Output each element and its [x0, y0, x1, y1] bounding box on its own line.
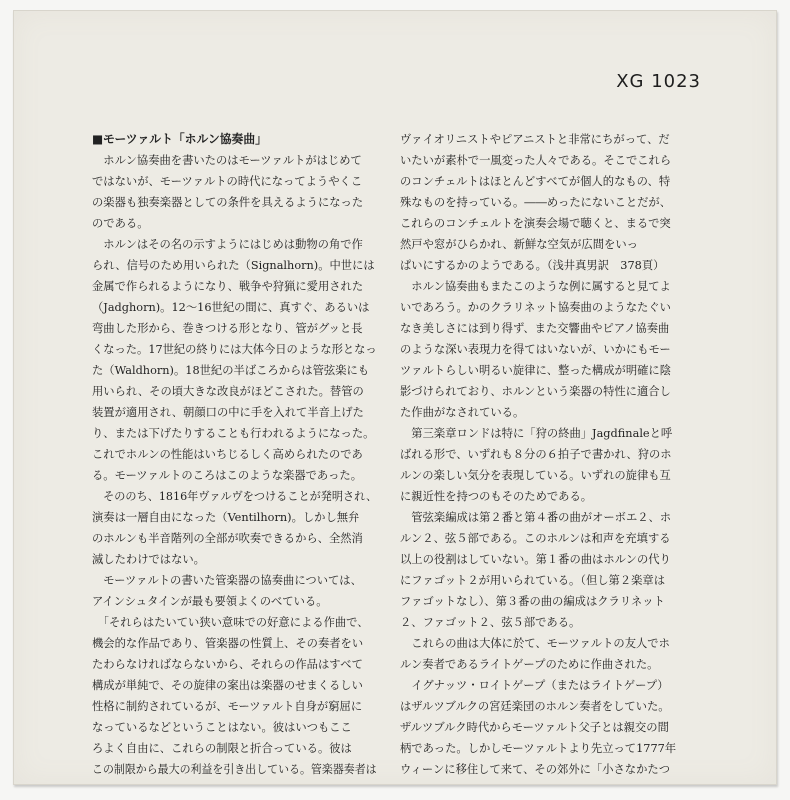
text-line: ファゴットなし）、第３番の曲の編成はクラリネット: [400, 595, 665, 608]
text-line: ルンの楽しい気分を表現している。いずれの旋律も互: [400, 469, 671, 482]
text-line: 機会的な作品であり、管楽器の性質上、その奏者をい: [92, 637, 364, 650]
text-line: る。モーツァルトのころはこのような楽器であった。: [92, 469, 362, 482]
text-line: なっているなどということはない。彼はいつもここ: [92, 721, 352, 734]
text-line: （Jadghorn)。12〜16世紀の間に、真すぐ、あるいは: [92, 301, 370, 314]
text-line: ザルツブルク時代からモーツァルト父子とは親交の間: [400, 721, 669, 734]
text-line: ろよく自由に、これらの制限と折合っている。彼は: [92, 742, 352, 755]
text-line: これらのコンチェルトを演奏会場で聴くと、まるで突: [400, 217, 671, 230]
text-line: ホルン協奏曲もまたこのような例に属すると見てよ: [400, 280, 671, 293]
text-line: たわらなければならないから、それらの作品はすべて: [92, 658, 363, 671]
text-line: いであろう。かのクラリネット協奏曲のようなたぐい: [400, 301, 671, 314]
text-line: ウィーンに移住して来て、その郊外に「小さなかたつ: [400, 763, 670, 776]
text-line: のような深い表現力を得てはいないが、いかにもモー: [400, 343, 671, 356]
text-line: 管弦楽編成は第２番と第４番の曲がオーボエ２、ホ: [400, 511, 672, 524]
left-column-text: [92, 150, 377, 780]
right-column: [400, 129, 685, 780]
text-line: 以上の役割はしていない。第１番の曲はホルンの代り: [400, 553, 671, 566]
text-line: 第三楽章ロンドは特に「狩の終曲」Jagdfinaleと呼: [400, 427, 673, 440]
right-column-text: [400, 129, 685, 780]
text-line: ２、ファゴット２、弦５部である。: [400, 616, 581, 629]
text-line: いたいが素朴で一風変った人々である。そこでこれら: [400, 154, 672, 167]
text-line: ぱいにするかのようである。（浅井真男訳 378頁）: [400, 259, 665, 272]
text-line: ホルン協奏曲を書いたのはモーツァルトがはじめて: [92, 154, 362, 167]
text-line: この制限から最大の利益を引き出している。管楽器奏者は: [92, 763, 377, 776]
text-line: 影づけられており、ホルンという楽器の特性に適合し: [400, 385, 671, 398]
text-line: のホルンも半音階列の全部が吹奏できるから、全然消: [92, 532, 363, 545]
text-line: 演奏は一層自由になった（Ventilhorn)。しかし無弁: [92, 511, 360, 524]
text-line: これでホルンの性能はいちじるしく高められたのであ: [92, 448, 363, 461]
text-line: なき美しさには到り得ず、また交響曲やピアノ協奏曲: [400, 322, 670, 335]
text-line: アインシュタインが最も要領よくのべている。: [92, 595, 328, 608]
text-line: 金属で作られるようになり、戦争や狩猟に愛用された: [92, 280, 364, 293]
text-line: に親近性を持つのもそのためである。: [400, 490, 593, 503]
text-line: ホルンはその名の示すようにはじめは動物の角で作: [92, 238, 363, 251]
text-line: 殊なものを持っている。――めったにないことだが、: [400, 196, 672, 209]
text-line: た（Waldhorn)。18世紀の半ばころからは管弦楽にも: [92, 364, 370, 377]
text-line: ヴァイオリニストやピアニストと非常にちがって、だ: [400, 133, 670, 146]
text-line: はザルツブルクの宮廷楽団のホルン奏者をしていた。: [400, 700, 670, 713]
text-line: た作曲がなされている。: [400, 406, 525, 419]
text-line: 装置が適用され、朝顔口の中に手を入れて半音上げた: [92, 406, 364, 419]
text-line: 柄であった。しかしモーツァルトより先立って1777年: [400, 742, 677, 755]
text-line: そののち、1816年ヴァルヴをつけることが発明され、: [92, 490, 378, 503]
text-line: 構成が単純で、その旋律の案出は楽器のせまくるしい: [92, 679, 363, 692]
text-line: 滅したわけではない。: [92, 553, 205, 566]
text-line: の楽器も独奏楽器としての条件を具えるようになった: [92, 196, 364, 209]
text-line: イグナッツ・ロイトゲープ（またはライトゲープ）: [400, 679, 669, 692]
text-line: くなった。17世紀の終りには大体今日のような形となっ: [92, 343, 377, 356]
text-line: ではないが、モーツァルトの時代になってようやくこ: [92, 175, 363, 188]
text-line: これらの曲は大体に於て、モーツァルトの友人でホ: [400, 637, 670, 650]
text-line: 然戸や窓がひらかれ、新鮮な空気が広間をいっ: [400, 238, 638, 251]
text-line: のである。: [92, 217, 149, 230]
left-column: [92, 129, 377, 780]
text-line: られ、信号のため用いられた（Signalhorn)。中世には: [92, 259, 375, 272]
text-line: 用いられ、その頃大きな改良がほどこされた。替管の: [92, 385, 364, 398]
text-line: のコンチェルトはほとんどすべてが個人的なもの、特: [400, 175, 671, 188]
text-line: ルン２、弦５部である。このホルンは和声を充填する: [400, 532, 671, 545]
text-line: ルン奏者であるライトゲープのために作曲された。: [400, 658, 659, 671]
text-line: り、または下げたりすることも行われるようになった。: [92, 427, 375, 440]
section-heading: ■モーツァルト「ホルン協奏曲」: [92, 132, 267, 146]
text-line: 性格に制約されているが、モーツァルト自身が窮屈に: [92, 700, 363, 713]
text-line: ツァルトらしい明るい旋律に、整った構成が明確に陰: [400, 364, 672, 377]
text-line: 弯曲した形から、巻きつける形となり、管がグッと長: [92, 322, 363, 335]
text-line: にファゴット２が用いられている。（但し第２楽章は: [400, 574, 666, 587]
catalog-number: XG 1023: [616, 71, 701, 92]
text-line: ばれる形で、いずれも８分の６拍子で書かれ、狩のホ: [400, 448, 672, 461]
text-line: モーツァルトの書いた管楽器の協奏曲については、: [92, 574, 362, 587]
text-line: 「それらはたいてい狭い意味での好意による作曲で、: [92, 616, 369, 629]
